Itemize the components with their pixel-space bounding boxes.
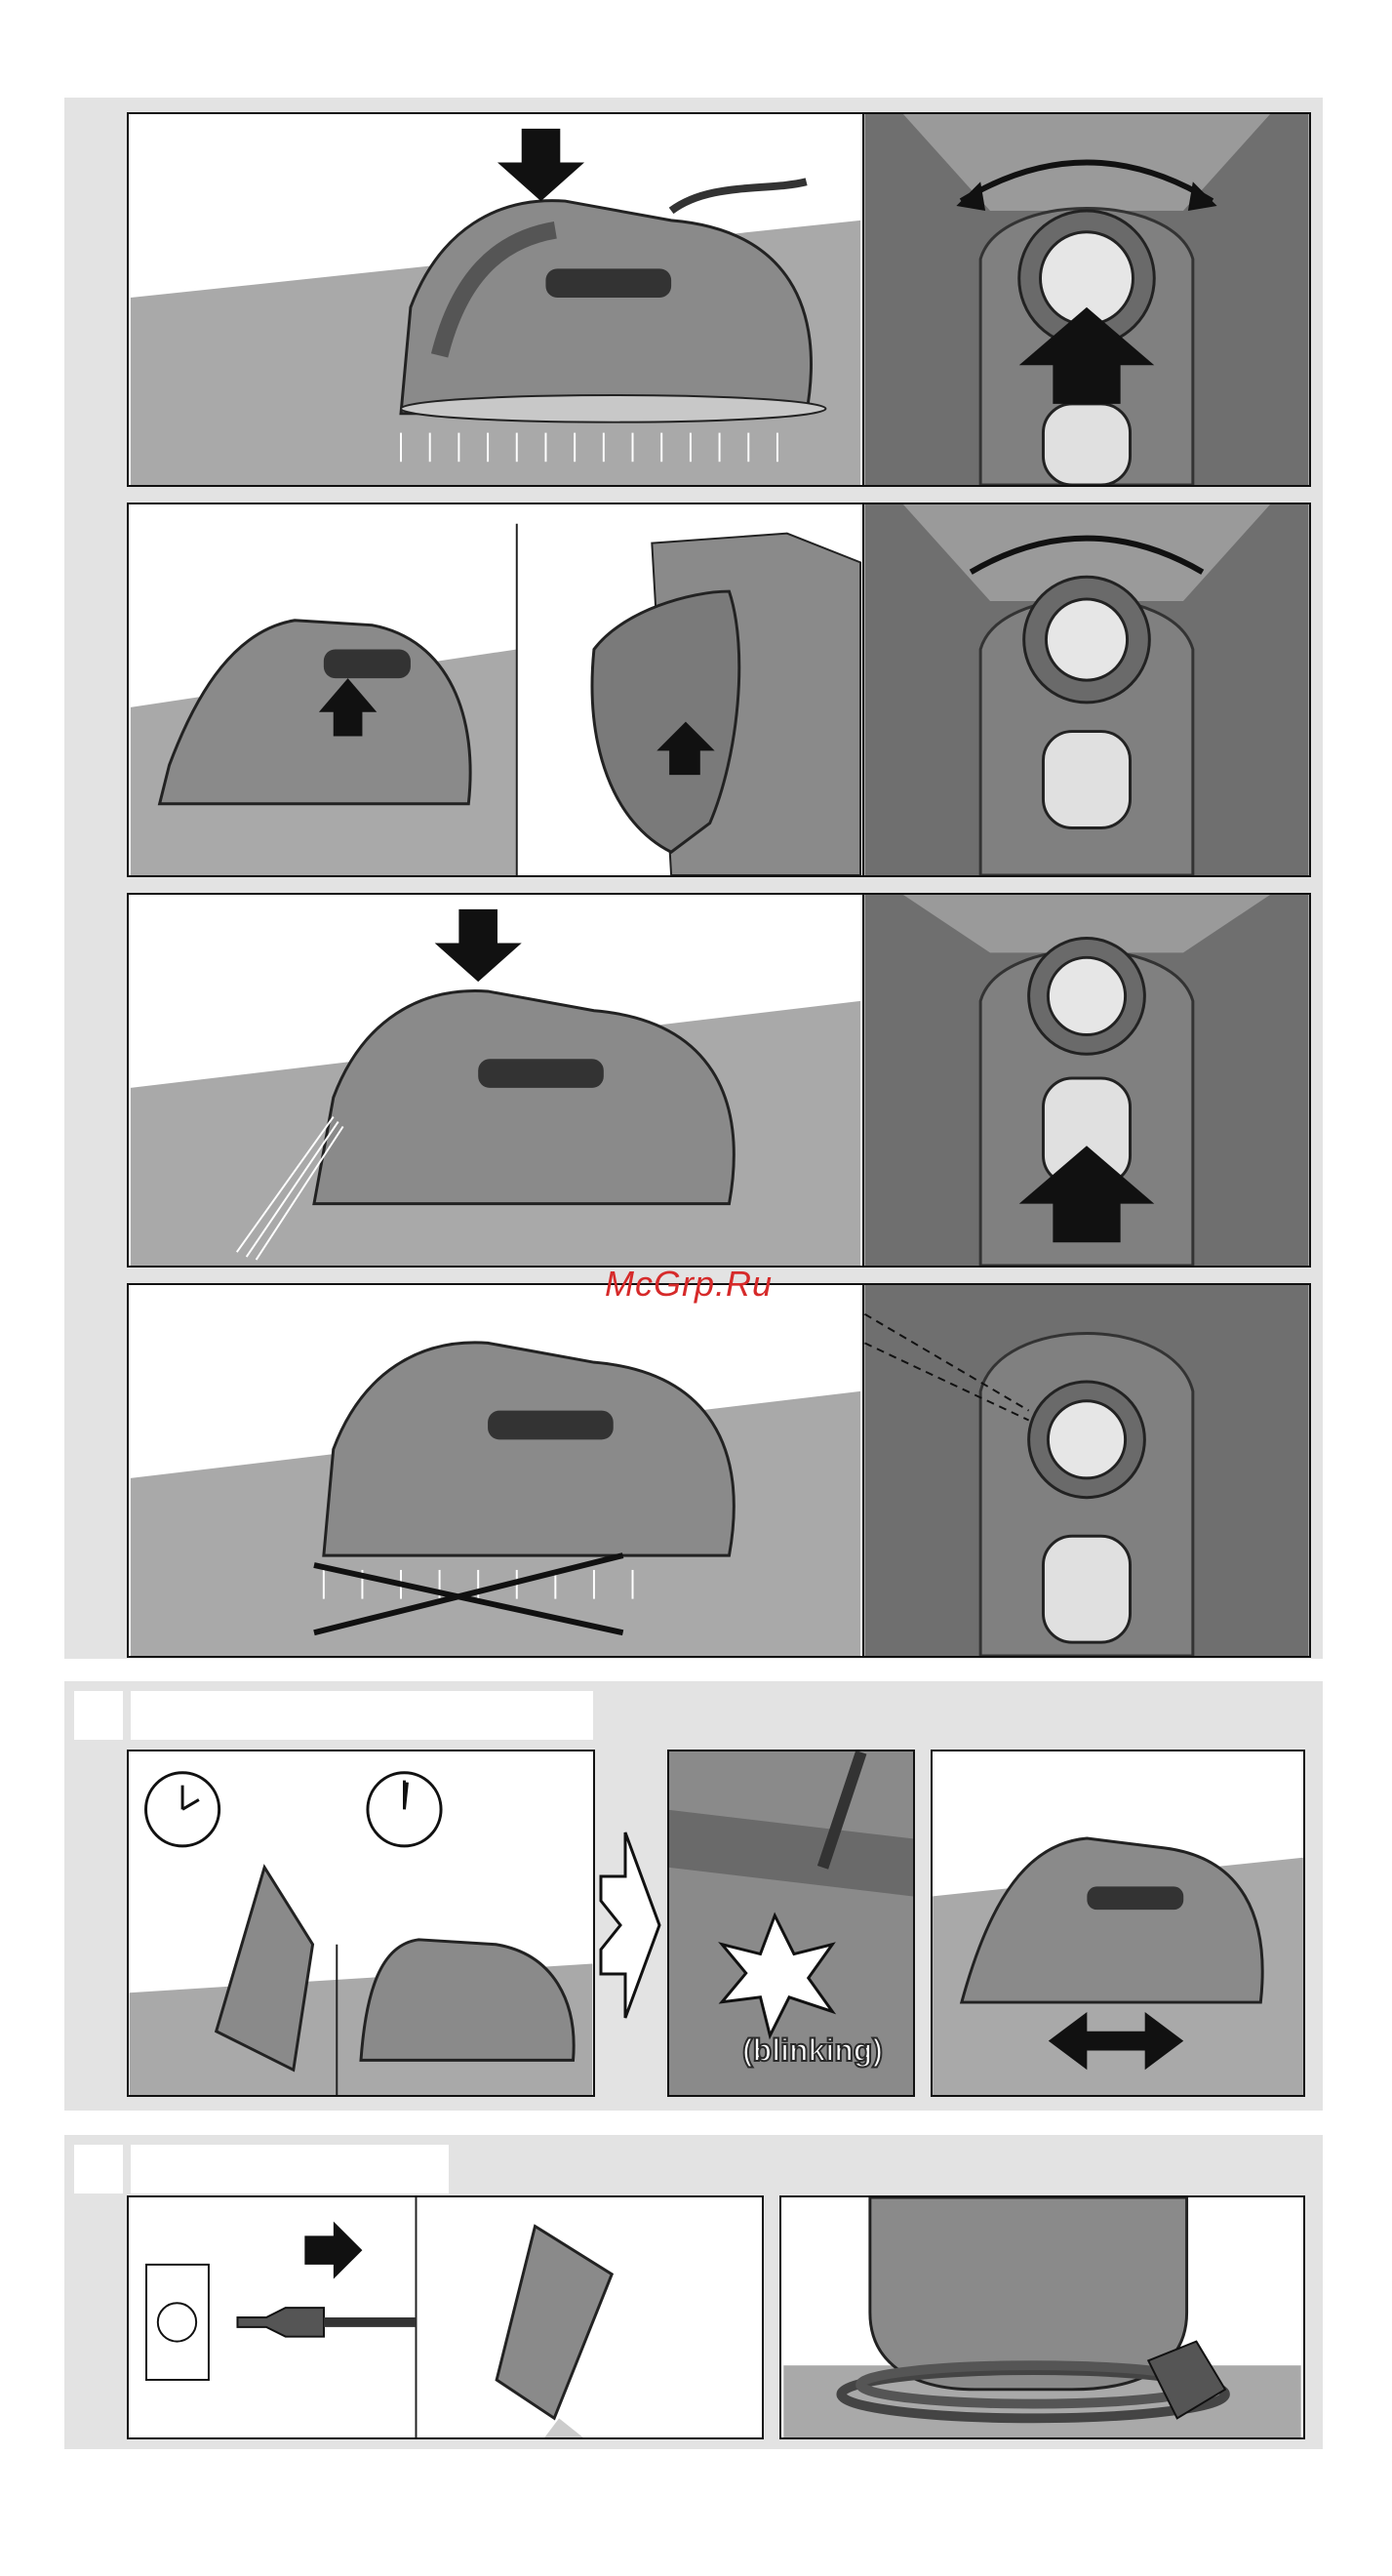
steam-burst-illustration [129, 504, 862, 875]
watermark-text: McGrp.Ru [605, 1264, 774, 1304]
steam-dial-illustration-3 [864, 895, 1309, 1266]
panel-dial-position-4 [862, 1283, 1311, 1658]
steam-dial-illustration-2 [864, 504, 1309, 875]
cord-storage-illustration [781, 2197, 1303, 2437]
steam-instructions-section [64, 98, 1323, 1659]
section-2-header [131, 1691, 593, 1740]
panel-dial-position-3 [862, 893, 1311, 1268]
arrow-right-small-icon [304, 2222, 362, 2279]
panel-blinking-indicator [667, 1750, 915, 2097]
steam-dial-illustration [864, 114, 1309, 485]
plug-icon [237, 2308, 324, 2337]
panel-unplug-empty [127, 2195, 764, 2439]
panel-dry-ironing [127, 1283, 864, 1658]
clock-icon [146, 1773, 219, 1846]
panel-timer-idle [127, 1750, 595, 2097]
spray-illustration [129, 895, 862, 1266]
panel-steam-dial-closeup [862, 112, 1311, 487]
arrow-right-icon [596, 1828, 664, 2023]
dry-ironing-illustration [129, 1285, 862, 1656]
unplug-illustration [129, 2197, 762, 2437]
storage-section [64, 2135, 1323, 2449]
steam-dial-illustration-4 [864, 1285, 1309, 1656]
section-2-number-box [74, 1691, 123, 1740]
panel-steam-button-press [127, 112, 864, 487]
panel-move-iron [931, 1750, 1305, 2097]
section-3-header [131, 2145, 449, 2194]
move-iron-illustration [933, 1751, 1303, 2095]
blinking-label: (blinking) [742, 2033, 883, 2068]
timer-idle-illustration [129, 1751, 593, 2095]
panel-cord-storage [779, 2195, 1305, 2439]
auto-off-section [64, 1681, 1323, 2111]
section-3-number-box [74, 2145, 123, 2194]
panel-steam-burst [127, 503, 864, 877]
panel-dial-position-2 [862, 503, 1311, 877]
iron-steam-illustration [129, 114, 862, 485]
panel-spray [127, 893, 864, 1268]
